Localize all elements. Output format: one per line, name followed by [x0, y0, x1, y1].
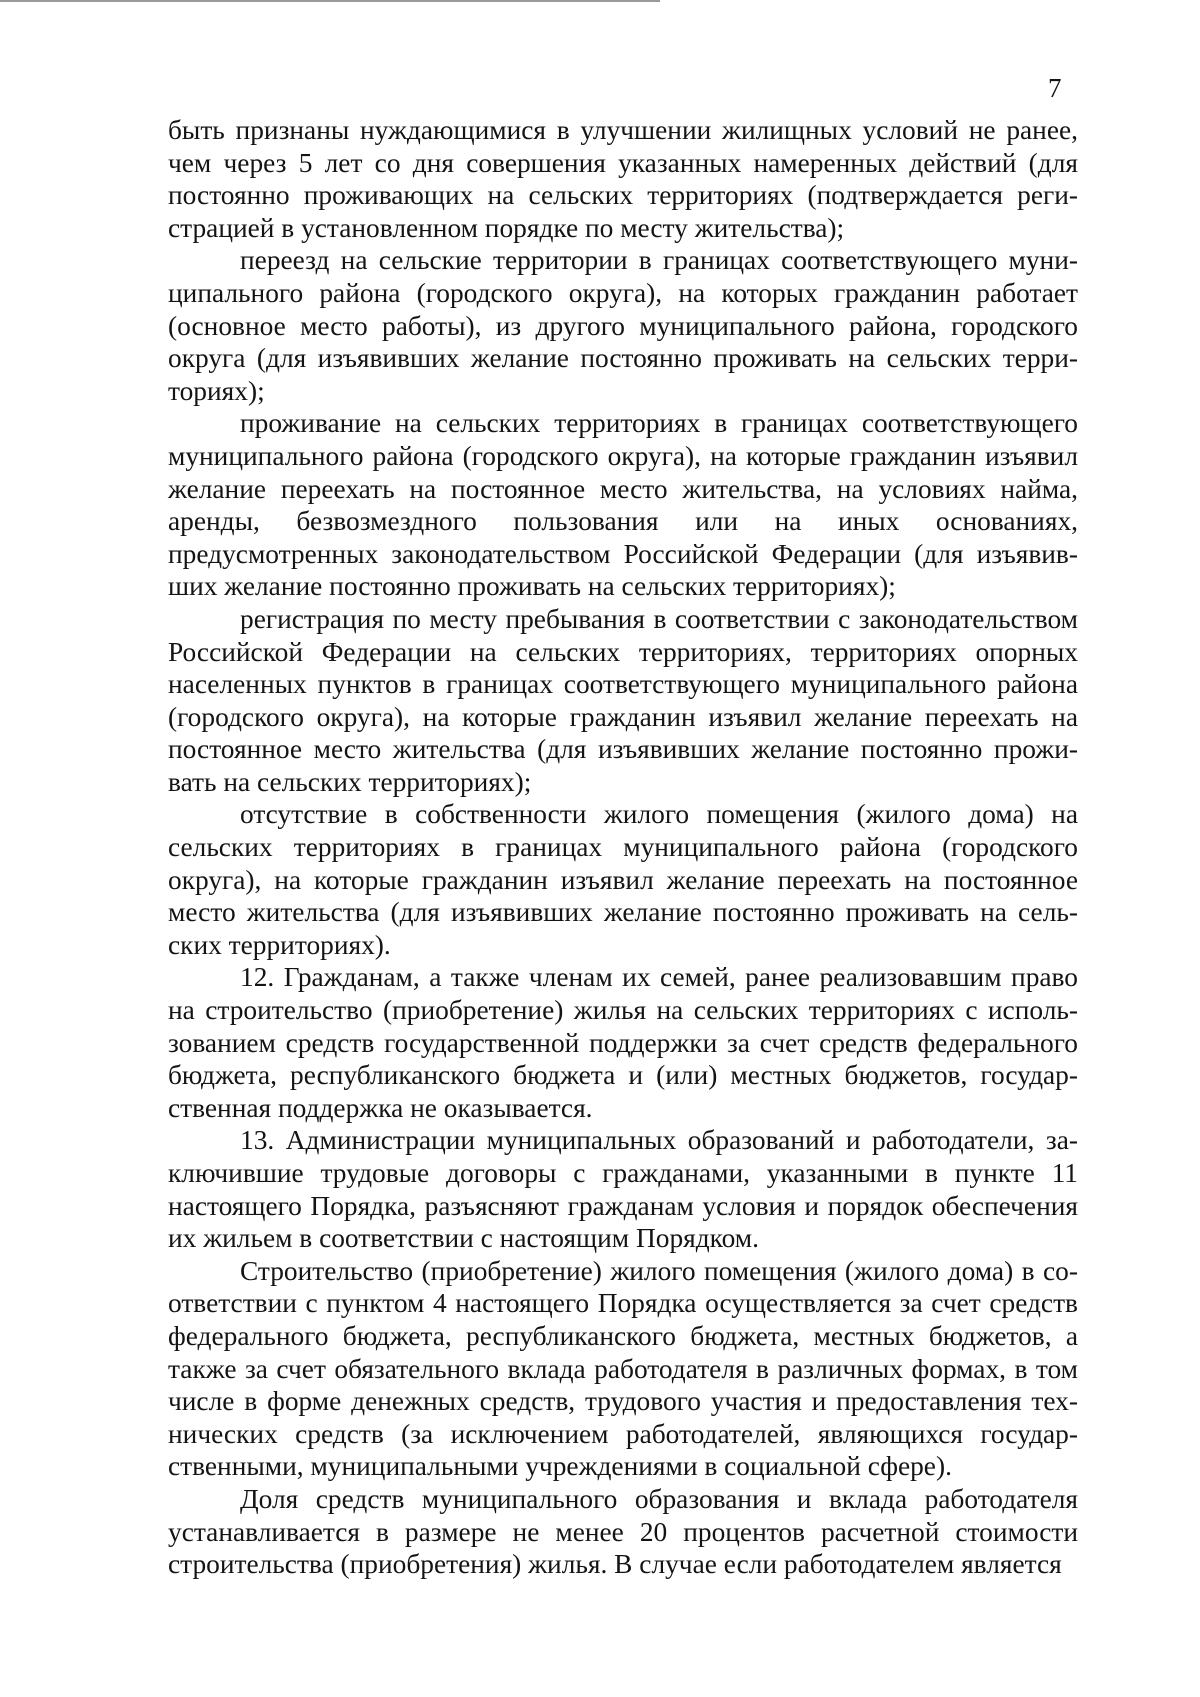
paragraph-clause-12: 12. Гражданам, а также членам их семей, ранее реализовавшим право на строительство (приобретение) жилья на сельских территориях с использованием средств государственной поддержки за счет средств федерального бюджета, республиканского бюджета и (или) местных бюджетов, государственная поддержка не оказывается.	[168, 962, 1078, 1123]
paragraph-clause-13: 13. Администрации муниципальных образований и работодатели, заключившие трудовые договоры с гражданами, указанными в пункте 11 настоящего Порядка, разъясняют гражданам условия и порядок обеспечения их жильем в соответствии с настоящим Порядком.	[168, 1125, 1078, 1254]
scan-edge-line	[0, 0, 660, 2]
paragraph-continuation: быть признаны нуждающимися в улучшении жилищных условий не ранее, чем через 5 лет со дня совершения указанных намеренных действий (для постоянно проживающих на сельских территориях (подтверждается регистрацией в установленном порядке по месту жительства);	[168, 115, 1078, 243]
paragraph-no-ownership: отсутствие в собственности жилого помещения (жилого дома) на сельских территориях в границах муниципального района (городского округа), на которые гражданин изъявил желание переехать на постоянное место жительства (для изъявивших желание постоянно проживать на сельских территориях).	[168, 799, 1078, 960]
paragraph-funding-share: Доля средств муниципального образования и вклада работодателя устанавливается в размере не менее 20 процентов расчетной стоимости строительства (приобретения) жилья. В случае если работодателем является	[168, 1483, 1078, 1580]
page-number: 7	[1048, 73, 1062, 103]
paragraph-relocation: переезд на сельские территории в границах соответствующего муниципального района (городского округа), на которых гражданин работает (основное место работы), из другого муниципального района, городского округа (для изъявивших желание постоянно проживать на сельских территориях);	[168, 245, 1078, 406]
paragraph-registration: регистрация по месту пребывания в соответствии с законодательством Российской Федерации на сельских территориях, территориях опорных населенных пунктов в границах соответствующего муниципального района (городского округа), на которые гражданин изъявил желание переехать на постоянное место жительства (для изъявивших желание постоянно проживать на сельских территориях);	[168, 603, 1078, 797]
paragraph-residence: проживание на сельских территориях в границах соответствующего муниципального района (городского округа), на которые гражданин изъявил желание переехать на постоянное место жительства, на условиях найма, аренды, безвозмездного пользования или на иных основаниях, предусмотренных законодательством Российской Федерации (для изъявивших желание постоянно проживать на сельских территориях);	[168, 408, 1078, 602]
paragraph-construction: Строительство (приобретение) жилого помещения (жилого дома) в соответствии с пунктом 4 настоящего Порядка осуществляется за счет средств федерального бюджета, республиканского бюджета, местных бюджетов, а также за счет обязательного вклада работодателя в различных формах, в том числе в форме денежных средств, трудового участия и предоставления технических средств (за исключением работодателей, являющихся государственными, муниципальными учреждениями в социальной сфере).	[168, 1255, 1078, 1482]
document-body	[168, 114, 1078, 1581]
